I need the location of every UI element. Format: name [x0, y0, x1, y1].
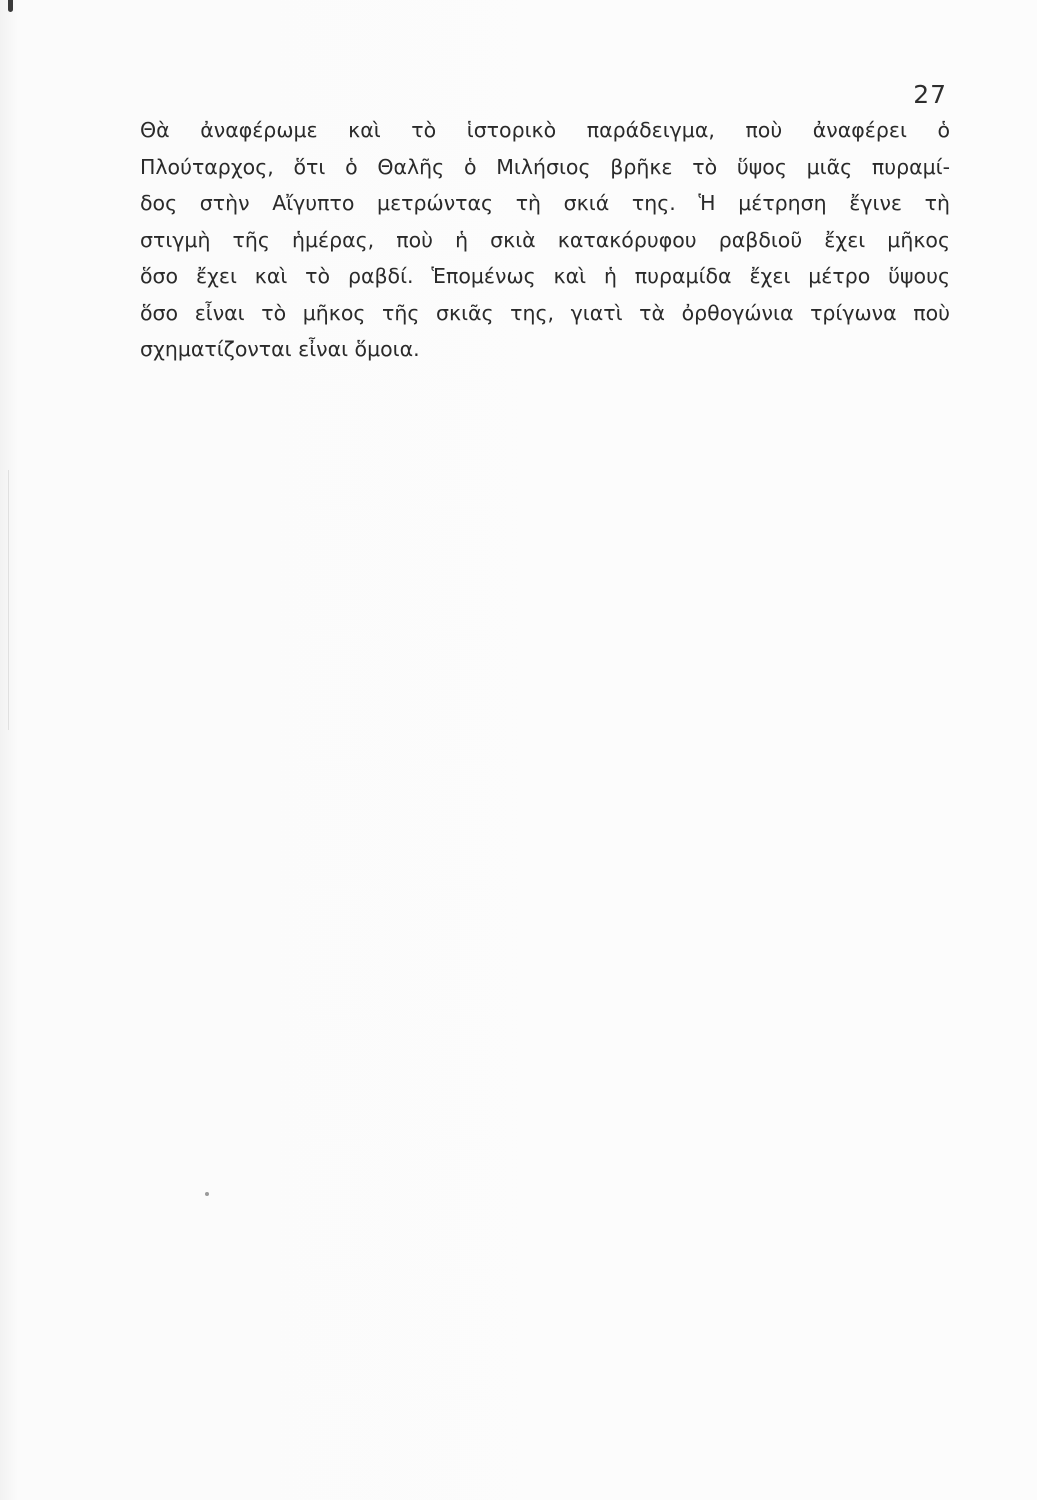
body-paragraph: [140, 112, 950, 368]
paragraph-line: ὅσο εἶναι τὸ μῆκος τῆς σκιᾶς της, γιατὶ τὰ ὀρθογώνια τρίγωνα ποὺ: [140, 300, 950, 325]
paragraph-line: Πλούταρχος, ὅτι ὁ Θαλῆς ὁ Μιλήσιος βρῆκε τὸ ὕψος μιᾶς πυραμί-: [140, 154, 950, 179]
paragraph-line: ὅσο ἔχει καὶ τὸ ραβδί. Ἑπομένως καὶ ἡ πυραμίδα ἔχει μέτρο ὕψους: [140, 264, 950, 288]
paper-speck: [205, 1192, 209, 1196]
paragraph-line: Θὰ ἀναφέρωμε καὶ τὸ ἱστορικὸ παράδειγμα, ποὺ ἀναφέρει ὁ: [140, 118, 950, 142]
paragraph-line: στιγμὴ τῆς ἡμέρας, ποὺ ἡ σκιὰ κατακόρυφου ραβδιοῦ ἔχει μῆκος: [140, 227, 950, 252]
page-number: 27: [913, 80, 947, 109]
binding-edge: [8, 470, 9, 730]
paragraph-line: σχηματίζονται εἶναι ὅμοια.: [140, 337, 420, 361]
paragraph-line: δος στὴν Αἴγυπτο μετρώντας τὴ σκιά της. Ἡ μέτρηση ἔγινε τὴ: [140, 191, 950, 215]
ink-mark: [8, 0, 13, 12]
